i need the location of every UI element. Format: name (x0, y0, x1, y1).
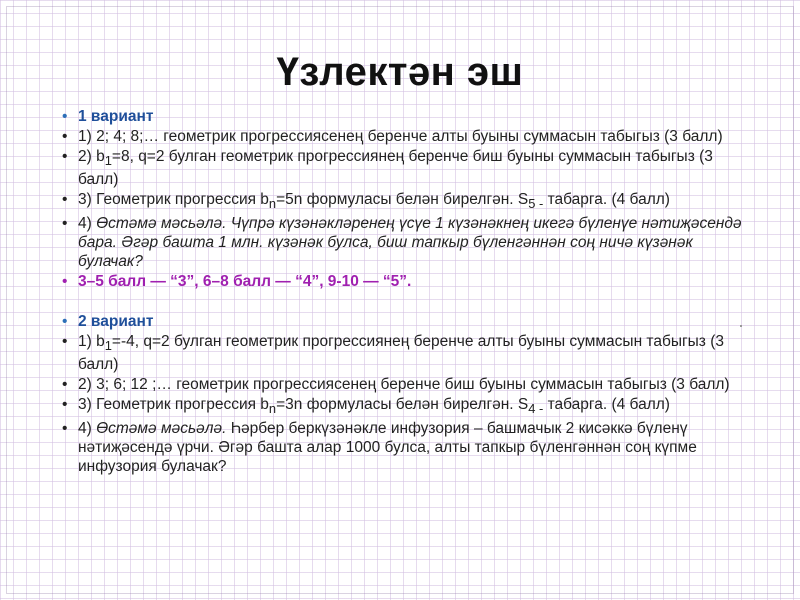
task-list (62, 107, 752, 477)
decorative-dot (740, 325, 742, 327)
variant2-q2-text: 2) 3; 6; 12 ;… геометрик прогрессиясенең беренче биш буыны суммасын табыгыз (3 балл) (78, 376, 730, 394)
variant2-q3-sub2: 4 - (528, 401, 544, 417)
variant1-q3-pre: 3) Геометрик прогрессия b (78, 191, 269, 209)
bullet: • (62, 215, 68, 233)
variant1-grading (62, 272, 752, 291)
variant1-q1 (62, 127, 752, 146)
variant1-q3-sub2: 5 - (528, 196, 544, 212)
bullet: • (62, 273, 68, 291)
variant1-q2-sub: 1 (104, 153, 112, 169)
variant1-grading-text: 3–5 балл — “3”, 6–8 балл — “4”, 9-10 — “5”. (78, 273, 412, 291)
slide-title: Үзлектән эш (276, 50, 524, 94)
variant2-q1-sub: 1 (104, 338, 112, 354)
variant1-q4-text: Өстәмә мәсьәлә. Чүпрә күзәнәкләренең үсүе 1 күзәнәкнең икегә бүленүе нәтиҗәсендә бара. Әгәр башта 1 млн. күзәнәк булса, биш тапкыр бүленгәннән соң ничә күзәнәк булачак? (78, 215, 742, 271)
bullet: • (62, 128, 68, 145)
bullet: • (62, 420, 68, 438)
variant2-q3-sub: n (268, 401, 277, 417)
variant1-q3-mid: =5n формуласы белән бирелгән. S (276, 191, 529, 209)
variant1-q1-text: 1) 2; 4; 8;… геометрик прогрессиясенең беренче алты буыны суммасын табыгыз (3 балл) (78, 128, 723, 145)
variant2-q3-post: табарга. (4 балл) (543, 396, 670, 414)
variant1-q3-post: табарга. (4 балл) (543, 191, 670, 209)
variant2-heading-item (62, 312, 752, 331)
bullet: • (62, 191, 68, 209)
variant2-q4-italic: Өстәмә мәсьәлә. (96, 420, 227, 438)
variant1-q2 (62, 147, 752, 189)
variant1-heading: 1 вариант (78, 108, 154, 125)
variant2-q4-text: Һәрбер беркүзәнәкле инфузория – башмачык 2 кисәккә бүленү нәтиҗәсендә үрчи. Әгәр башта алар 1000 булса, алты тапкыр бүленгәннән соң күпме инфузория булачак? (78, 420, 697, 476)
variant1-heading-item (62, 107, 752, 126)
variant2-heading: 2 вариант (78, 313, 154, 331)
bullet: • (62, 313, 68, 331)
variant2-q4 (62, 419, 752, 476)
variant2-q2 (62, 375, 752, 394)
bullet: • (62, 396, 68, 414)
bullet: • (62, 333, 68, 351)
variant1-q2-post: =8, q=2 булган геометрик прогрессиянең беренче биш буыны суммасын табыгыз (3 балл) (78, 148, 713, 189)
spacer (62, 292, 752, 311)
variant2-q1-pre: 1) b (78, 333, 105, 351)
variant2-q3-mid: =3n формуласы белән бирелгән. S (276, 396, 529, 414)
bullet: • (62, 376, 68, 394)
variant1-q3-sub: n (268, 196, 277, 212)
variant1-q3 (62, 190, 752, 213)
bullet: • (62, 108, 68, 125)
variant2-q3 (62, 395, 752, 418)
variant1-q2-pre: 2) b (78, 148, 105, 165)
variant2-q4-num: 4) (78, 420, 97, 438)
variant2-q3-pre: 3) Геометрик прогрессия b (78, 396, 269, 414)
variant1-q4-num: 4) (78, 215, 97, 233)
variant2-q1-post: =-4, q=2 булган геометрик прогрессиянең беренче алты буыны суммасын табыгыз (3 балл) (78, 333, 724, 374)
bullet: • (62, 148, 68, 165)
variant2-q1 (62, 332, 752, 374)
variant1-q4 (62, 214, 752, 271)
